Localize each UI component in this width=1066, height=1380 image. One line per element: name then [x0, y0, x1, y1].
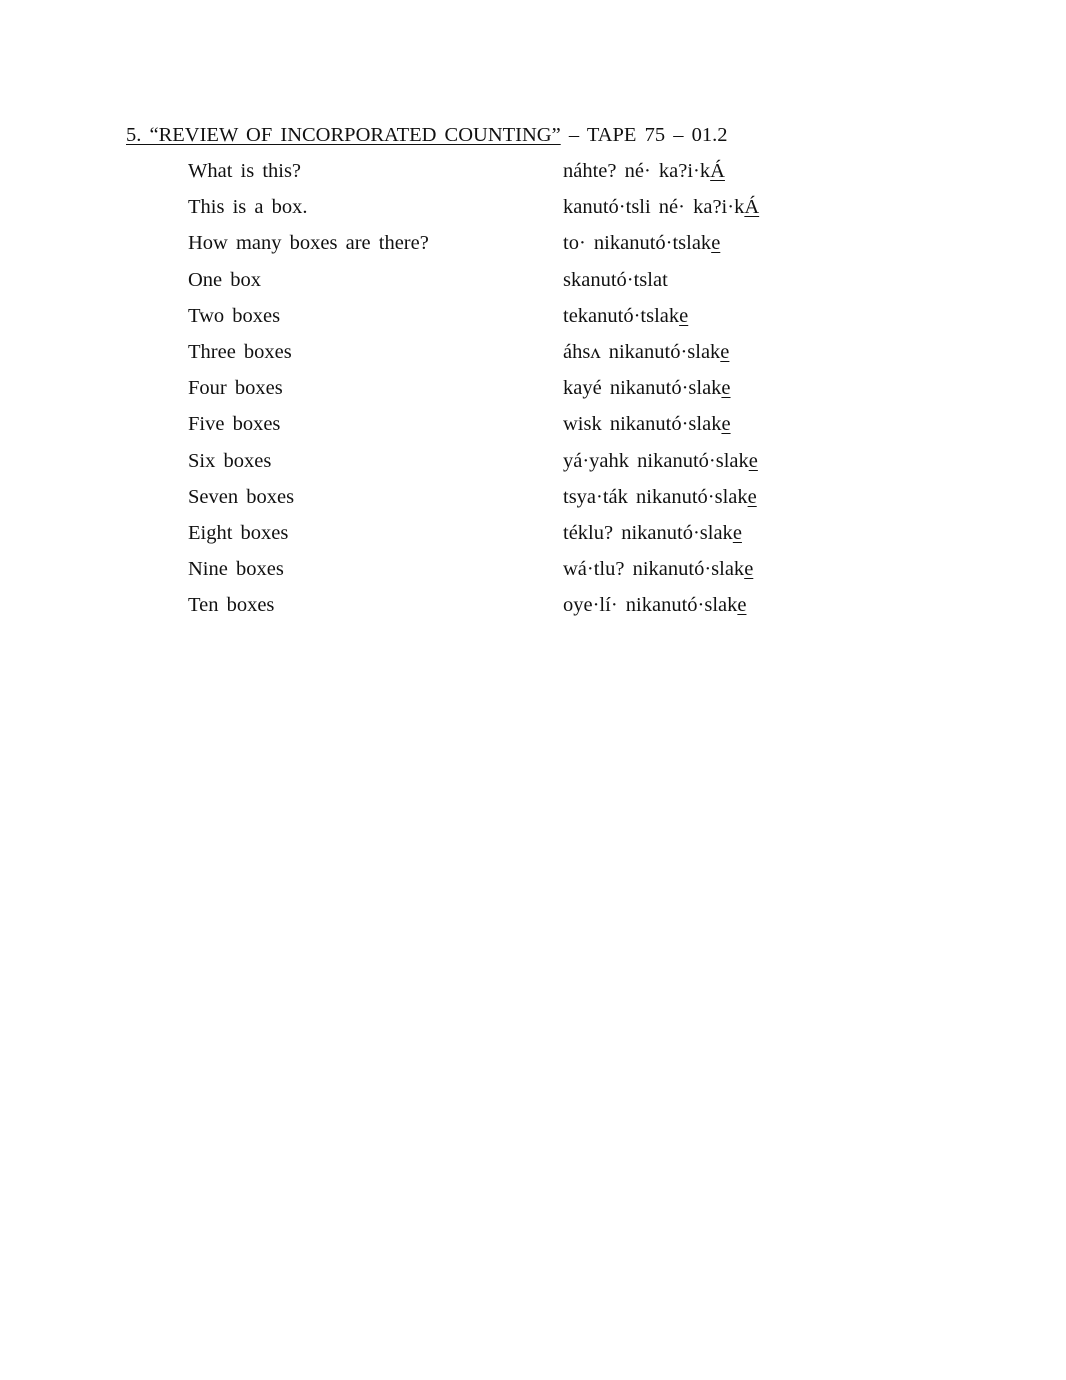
translation-text: oye·lí· nikanutó·slak [563, 594, 738, 617]
list-item [188, 594, 888, 630]
list-item [188, 341, 888, 377]
translation-final-vowel: e [747, 485, 757, 508]
english-phrase: Nine boxes [188, 558, 284, 581]
cherokee-translation [563, 196, 759, 219]
list-item [188, 413, 888, 449]
translation-final-vowel: e [732, 521, 742, 544]
english-phrase: Two boxes [188, 304, 281, 327]
cherokee-translation [563, 558, 753, 581]
translation-text: áhsʌ nikanutó·slak [563, 340, 721, 363]
translation-text: yá·yahk nikanutó·slak [563, 449, 749, 472]
cherokee-translation [563, 594, 746, 617]
cherokee-translation [563, 305, 688, 328]
cherokee-translation [563, 450, 758, 473]
translation-text: wá·tlu? nikanutó·slak [563, 558, 745, 581]
english-phrase: What is this? [188, 160, 302, 182]
translation-final-vowel: e [720, 340, 730, 363]
translation-text: téklu? nikanutó·slak [563, 521, 733, 544]
list-item [188, 558, 888, 594]
english-phrase: How many boxes are there? [188, 232, 429, 255]
translation-final-vowel: e [744, 558, 754, 581]
english-phrase: This is a box. [188, 196, 308, 219]
translation-final-vowel: Á [744, 196, 760, 219]
translation-final-vowel: e [737, 594, 747, 617]
cherokee-translation [563, 341, 729, 364]
english-phrase: Four boxes [188, 377, 283, 400]
cherokee-translation [563, 269, 668, 292]
english-phrase: Seven boxes [188, 485, 295, 508]
translation-text: náhte? né· ka?i·k [563, 160, 711, 182]
list-item [188, 305, 888, 341]
translation-text: kayé nikanutó·slak [563, 377, 722, 400]
translation-final-vowel: Á [710, 160, 725, 182]
list-item [188, 486, 888, 522]
list-item [188, 160, 888, 196]
list-item [188, 522, 888, 558]
translation-text: wisk nikanutó·slak [563, 413, 722, 436]
list-item [188, 269, 888, 305]
cherokee-translation [563, 160, 725, 183]
cherokee-translation [563, 413, 731, 436]
list-item [188, 196, 888, 232]
translation-text: tsya·ták nikanutó·slak [563, 485, 748, 508]
cherokee-translation [563, 377, 731, 400]
translation-text: kanutó·tsli né· ka?i·k [563, 196, 745, 219]
section-title: 5. “REVIEW OF INCORPORATED COUNTING” [126, 124, 561, 146]
translation-final-vowel: e [679, 304, 689, 327]
cherokee-translation [563, 232, 720, 255]
translation-final-vowel: e [711, 232, 721, 255]
translation-final-vowel: e [721, 413, 731, 436]
list-item [188, 377, 888, 413]
english-phrase: Six boxes [188, 449, 272, 472]
section-heading [126, 124, 727, 147]
tape-reference: – TAPE 75 – 01.2 [560, 124, 728, 146]
english-phrase: Eight boxes [188, 521, 289, 544]
cherokee-translation [563, 522, 742, 545]
english-phrase: Ten boxes [188, 594, 275, 617]
translation-text: to· nikanutó·tslak [563, 232, 712, 255]
english-phrase: Five boxes [188, 413, 281, 436]
cherokee-translation [563, 486, 757, 509]
translation-final-vowel: e [748, 449, 758, 472]
english-phrase: Three boxes [188, 340, 292, 363]
translation-text: skanutó·tslat [563, 268, 668, 291]
english-phrase: One box [188, 268, 262, 291]
list-item [188, 450, 888, 486]
list-item [188, 232, 888, 268]
translation-final-vowel: e [721, 377, 731, 400]
vocabulary-list [188, 160, 888, 630]
translation-text: tekanutó·tslak [563, 304, 680, 327]
